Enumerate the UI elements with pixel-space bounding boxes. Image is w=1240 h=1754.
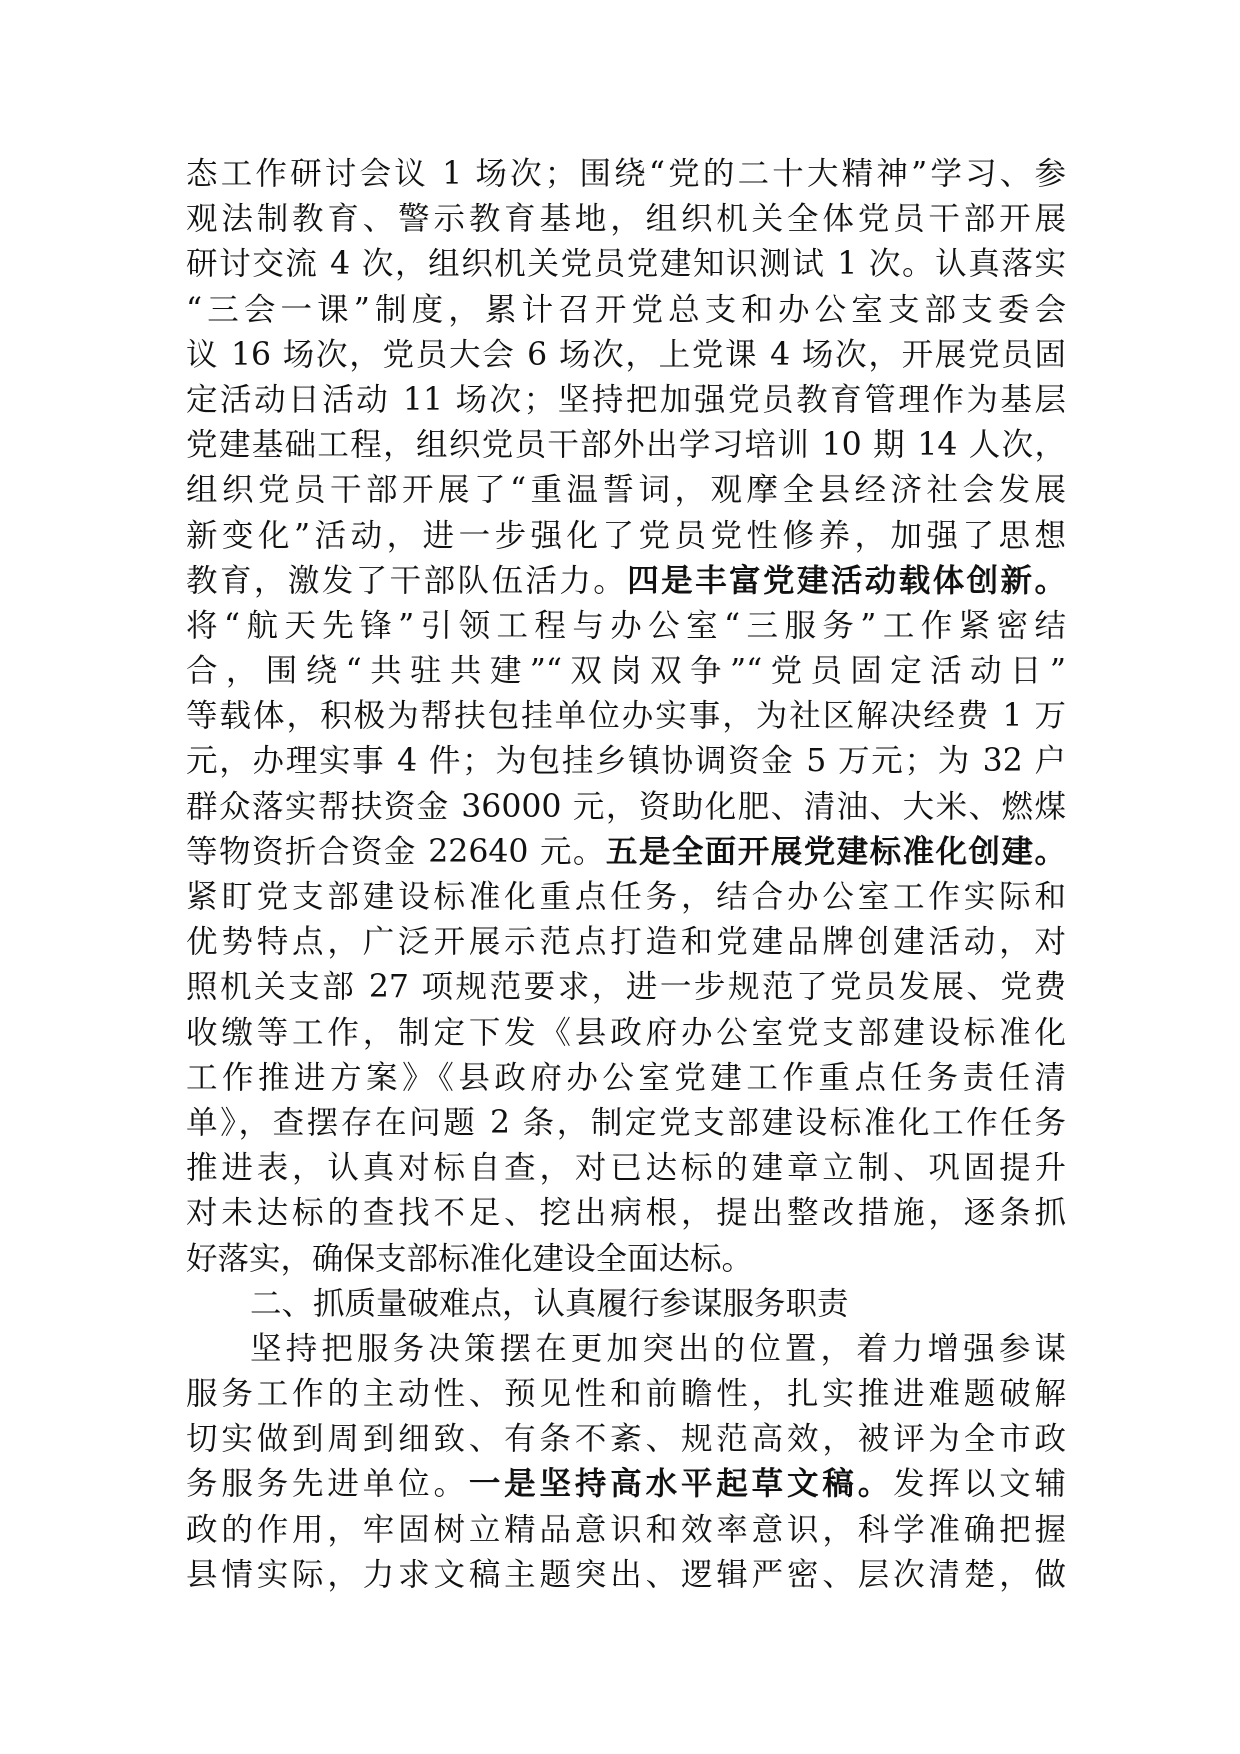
text-line: 好落实，确保支部标准化建设全面达标。: [186, 1240, 754, 1277]
text-line: “三会一课”制度，累计召开党总支和办公室支部支委会: [186, 291, 1066, 328]
text-line: 将“航天先锋”引领工程与办公室“三服务”工作紧密结: [186, 607, 1066, 644]
bold-subheading: 四是丰富党建活动载体创新。: [627, 562, 1066, 599]
bold-subheading: 一是坚持高水平起草文稿。: [468, 1466, 894, 1503]
text-line: 组织党员干部开展了“重温誓词，观摩全县经济社会发展: [186, 472, 1066, 509]
text-line: 县情实际，力求文稿主题突出、逻辑严密、层次清楚，做: [186, 1556, 1066, 1593]
text-line: 工作推进方案》《县政府办公室党建工作重点任务责任清: [186, 1059, 1066, 1096]
text-line: [186, 559, 1066, 604]
text-line: 收缴等工作，制定下发《县政府办公室党支部建设标准化: [186, 1014, 1066, 1051]
text-line: 定活动日活动 11 场次；坚持把加强党员教育管理作为基层: [186, 381, 1066, 418]
text-line: 研讨交流 4 次，组织机关党员党建知识测试 1 次。认真落实: [186, 246, 1066, 283]
section-heading: 二、抓质量破难点，认真履行参谋服务职责: [250, 1285, 849, 1322]
text-line: 政的作用，牢固树立精品意识和效率意识，科学准确把握: [186, 1511, 1066, 1548]
text-line: 优势特点，广泛开展示范点打造和党建品牌创建活动，对: [186, 924, 1066, 961]
paragraph-first-line: 坚持把服务决策摆在更加突出的位置，着力增强参谋: [250, 1330, 1066, 1367]
text-line: 元，办理实事 4 件；为包挂乡镇协调资金 5 万元；为 32 户: [186, 743, 1066, 780]
text-line: 切实做到周到细致、有条不紊、规范高效，被评为全市政: [186, 1421, 1066, 1458]
bold-subheading: 五是全面开展党建标准化创建。: [605, 833, 1066, 870]
text-segment: 教育，激发了干部队伍活力。: [186, 562, 628, 599]
text-line: 新变化”活动，进一步强化了党员党性修养，加强了思想: [186, 517, 1066, 554]
text-line: 观法制教育、警示教育基地，组织机关全体党员干部开展: [186, 201, 1066, 238]
text-line: 照机关支部 27 项规范要求，进一步规范了党员发展、党费: [186, 969, 1066, 1006]
text-line: 推进表，认真对标自查，对已达标的建章立制、巩固提升: [186, 1150, 1066, 1187]
text-segment: 务服务先进单位。: [186, 1466, 469, 1503]
text-segment: 等物资折合资金 22640 元。: [186, 833, 606, 870]
text-line: 服务工作的主动性、预见性和前瞻性，扎实推进难题破解: [186, 1376, 1066, 1413]
text-line: 等载体，积极为帮扶包挂单位办实事，为社区解决经费 1 万: [186, 698, 1066, 735]
text-line: 态工作研讨会议 1 场次；围绕“党的二十大精神”学习、参: [186, 156, 1066, 192]
text-segment: 发挥以文辅: [893, 1466, 1066, 1503]
text-line: 党建基础工程，组织党员干部外出学习培训 10 期 14 人次，: [186, 427, 1066, 464]
text-line: 单》，查摆存在问题 2 条，制定党支部建设标准化工作任务: [186, 1104, 1066, 1141]
text-line: [186, 830, 1066, 875]
text-line: 对未达标的查找不足、挖出病根，提出整改措施，逐条抓: [186, 1195, 1066, 1232]
text-line: 议 16 场次，党员大会 6 场次，上党课 4 场次，开展党员固: [186, 336, 1066, 373]
text-line: 群众落实帮扶资金 36000 元，资助化肥、清油、大米、燃煤: [186, 788, 1066, 825]
text-line: 紧盯党支部建设标准化重点任务，结合办公室工作实际和: [186, 879, 1066, 915]
text-line: [186, 1462, 1066, 1507]
text-line: 合，围绕“共驻共建”“双岗双争”“党员固定活动日”: [186, 653, 1066, 690]
document-body: [186, 152, 1066, 1598]
